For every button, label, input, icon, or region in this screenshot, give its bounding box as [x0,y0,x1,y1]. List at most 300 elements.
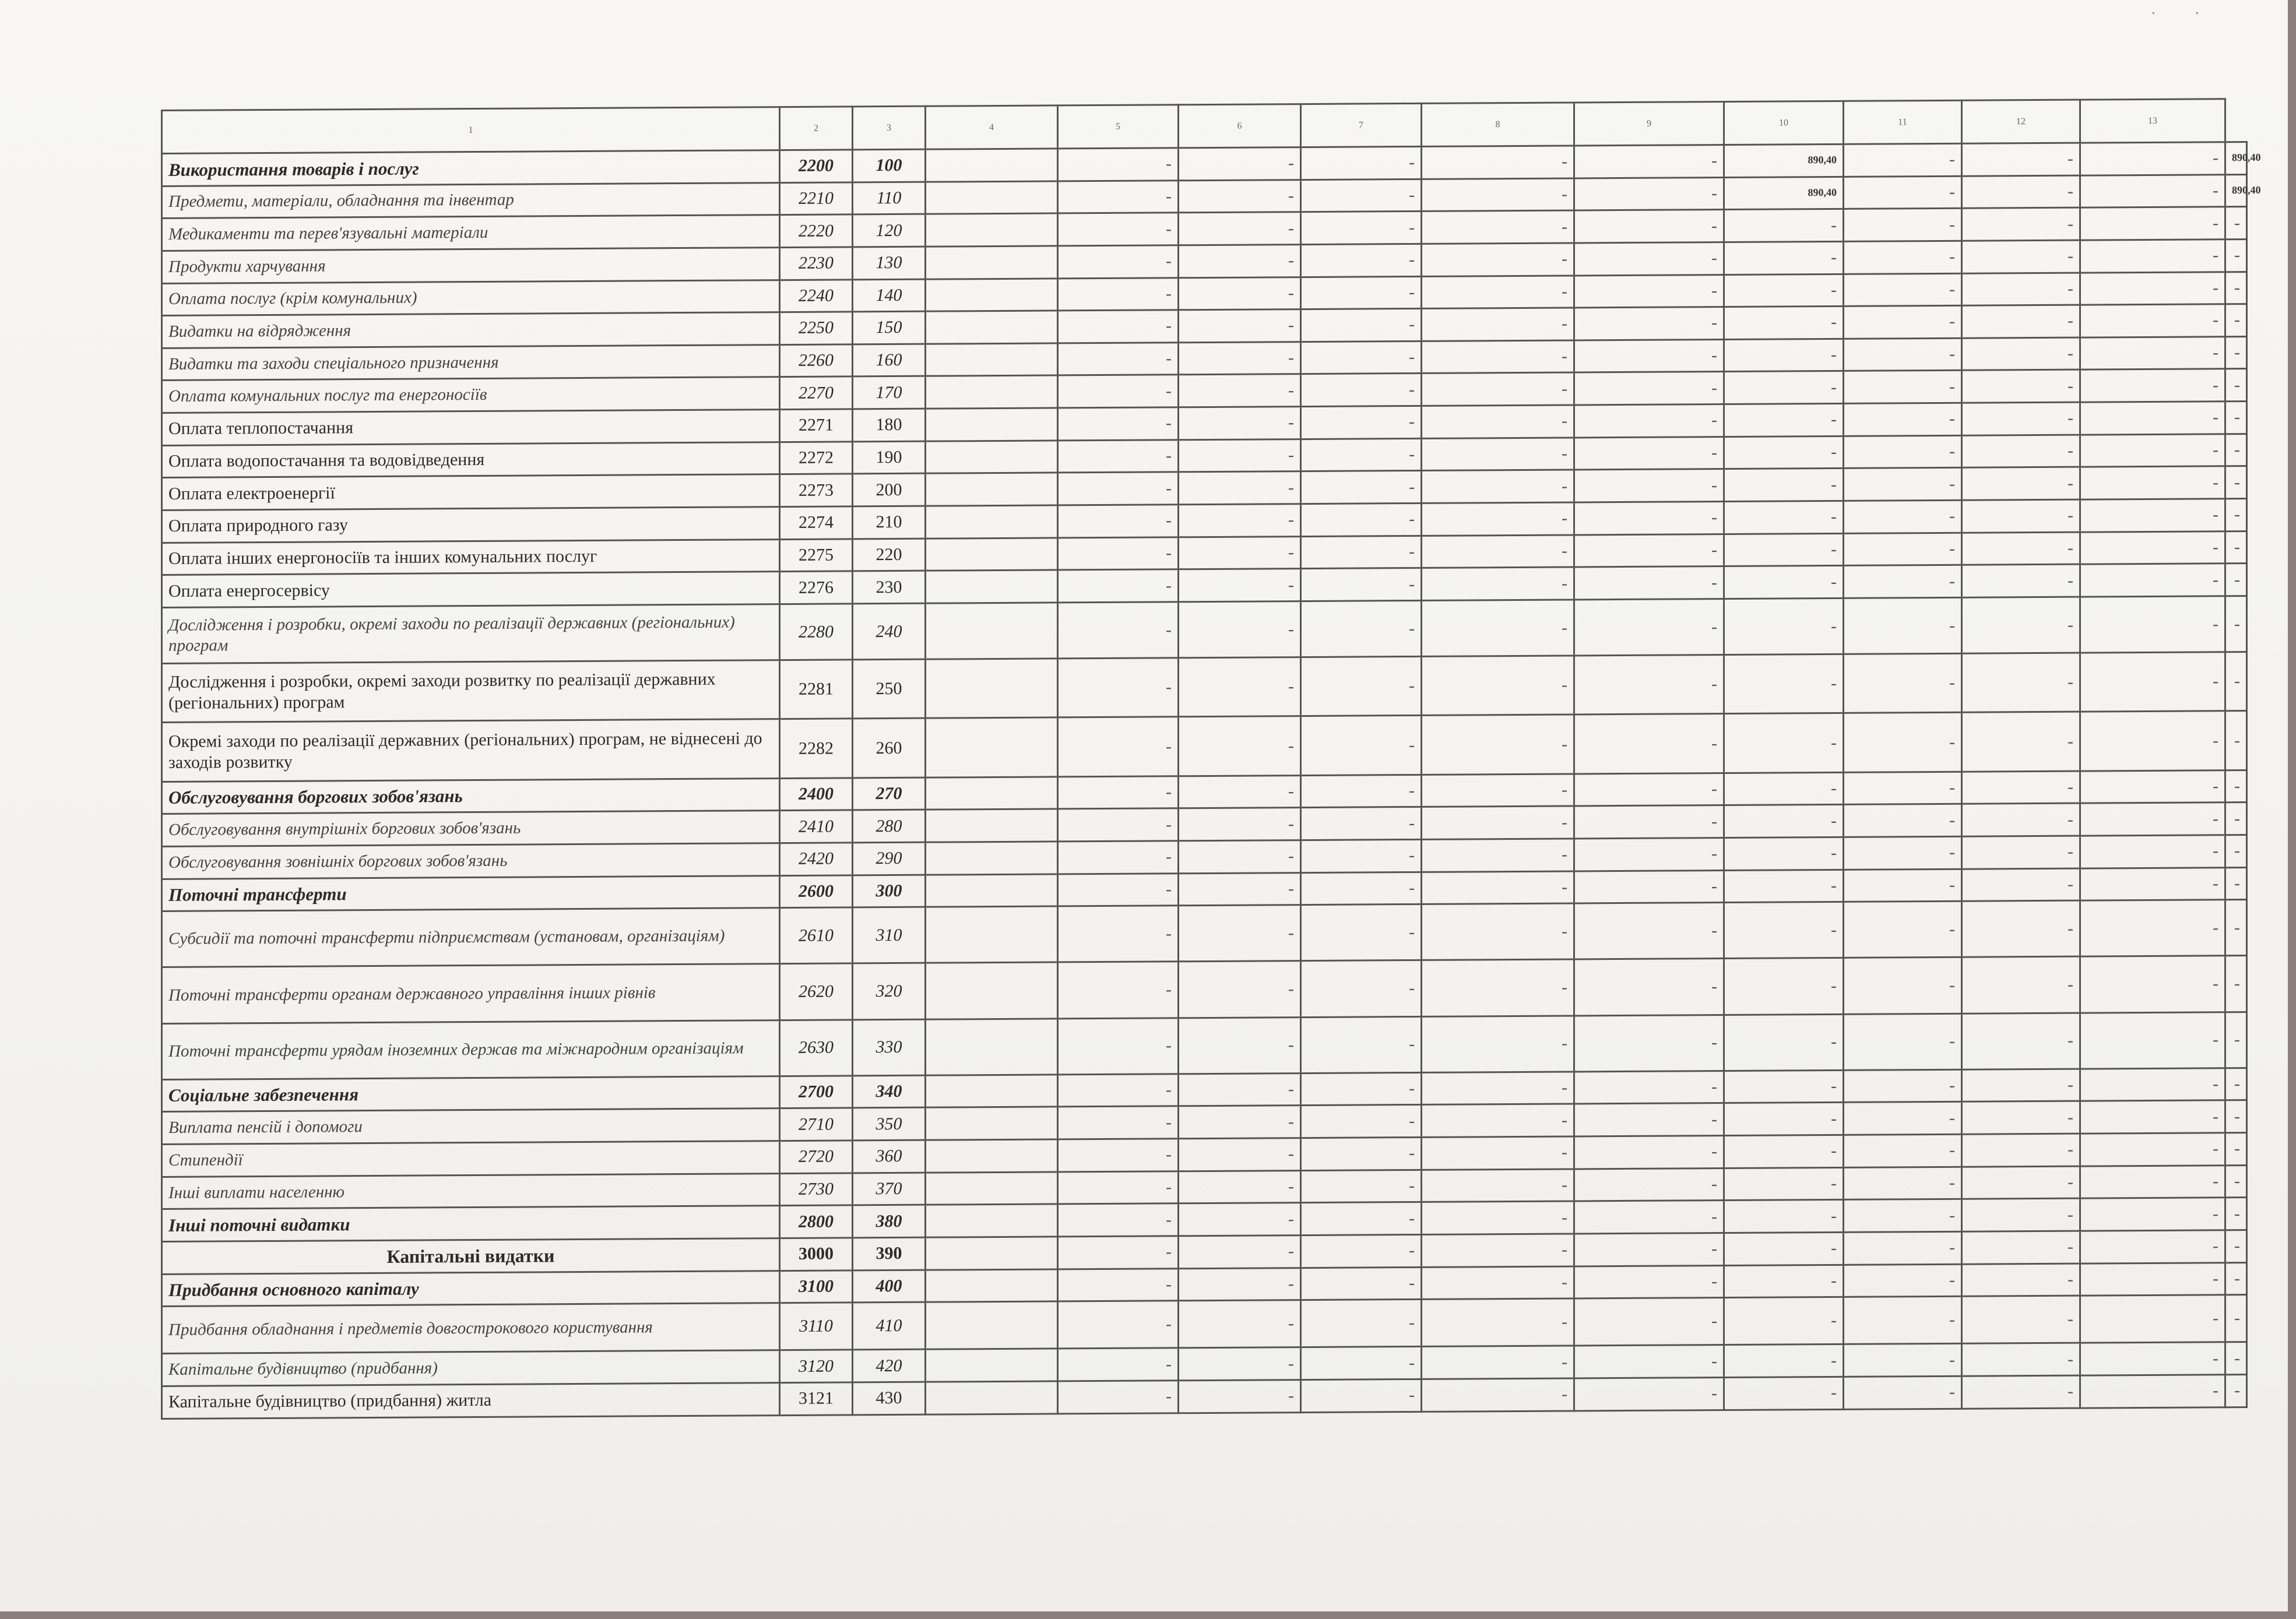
value-cell: - [1724,1103,1844,1136]
row-code: 400 [853,1270,926,1303]
value-cell: 890,40 [1724,177,1844,210]
value-cell: - [2080,770,2225,803]
value-cell: - [1422,600,1574,657]
value-cell: - [1724,339,1844,372]
value-cell: - [1179,961,1301,1018]
expenditure-name: Видатки та заходи спеціального призначення [162,344,780,381]
value-cell: - [1058,277,1179,311]
row-code: 430 [853,1382,926,1415]
value-cell: - [1724,870,1844,903]
value-cell: - [1301,536,1422,569]
value-cell [926,777,1058,810]
value-cell [926,962,1058,1019]
expenditure-name: Оплата теплопостачання [162,410,780,446]
value-cell: - [1301,1016,1422,1073]
value-cell: - [1574,903,1724,960]
value-cell: - [1422,839,1574,872]
value-cell: - [1422,470,1574,503]
value-cell: - [1574,372,1724,405]
expenditure-name: Капітальне будівництво (придбання) [162,1350,780,1386]
value-cell [926,149,1058,182]
value-cell: - [1058,776,1179,809]
value-cell: - [2225,369,2247,402]
value-cell [926,278,1058,311]
value-cell: - [1574,959,1724,1016]
value-cell: - [2080,207,2225,240]
value-cell: - [1179,1300,1301,1348]
value-cell: - [1301,960,1422,1017]
value-cell: - [1962,499,2080,533]
expenditure-name: Капітальні видатки [162,1238,780,1275]
value-cell: - [1301,775,1422,808]
value-cell [926,1349,1058,1382]
value-cell: - [1179,1073,1301,1106]
value-cell: - [1724,1014,1844,1071]
table-row [162,711,2247,782]
value-cell: - [1179,601,1301,658]
column-number: 9 [1574,102,1724,146]
value-cell: - [1422,871,1574,904]
value-cell: - [1844,143,1962,177]
value-cell: - [1962,435,2080,468]
value-cell: - [1962,207,2080,241]
value-cell: - [1844,1134,1962,1167]
expenditure-name: Придбання обладнання і предметів довгострокового користування [162,1303,780,1354]
value-cell: - [1058,808,1179,842]
value-cell: - [1058,148,1179,181]
value-cell: - [1962,143,2080,176]
value-cell: - [1574,274,1724,308]
row-code: 130 [853,247,926,279]
value-cell: - [2080,174,2225,207]
value-cell: - [1574,1377,1724,1410]
kekv-code: 3120 [780,1350,853,1382]
value-cell: - [1844,1013,1962,1070]
expenditure-name: Оплата інших енергоносіїв та інших комунальних послуг [162,539,780,575]
value-cell: - [1844,653,1962,713]
column-number: 4 [926,105,1058,149]
value-cell: - [1422,308,1574,341]
value-cell: - [1179,775,1301,808]
value-cell: - [1844,500,1962,533]
value-cell: - [1179,342,1301,375]
value-cell: - [2225,803,2247,835]
value-cell [926,1075,1058,1108]
value-cell: - [1574,469,1724,502]
value-cell [926,441,1058,474]
value-cell: - [1962,1296,2080,1343]
value-cell: - [1962,1375,2080,1409]
value-cell [926,1204,1058,1237]
column-number: 8 [1422,103,1574,146]
expenditure-name: Дослідження і розробки, окремі заходи по реалізації державних (регіональних) програм [162,604,780,664]
value-cell: - [2225,1133,2247,1166]
value-cell: - [2080,369,2225,402]
value-cell: - [2080,867,2225,900]
value-cell: - [1574,1201,1724,1234]
value-cell: - [1844,1264,1962,1297]
row-code: 420 [853,1349,926,1382]
value-cell [926,659,1058,718]
value-cell [926,906,1058,963]
value-cell: - [2225,652,2247,711]
value-cell [926,375,1058,409]
value-cell: - [1574,404,1724,438]
value-cell: - [1574,1136,1724,1169]
column-number: 7 [1301,103,1422,147]
value-cell: - [2225,564,2247,596]
value-cell: - [1179,872,1301,906]
value-cell: - [2080,499,2225,532]
value-cell: - [1301,1202,1422,1236]
expenditure-name: Оплата енергосервісу [162,572,780,608]
kekv-code: 2630 [780,1019,853,1076]
row-code: 310 [853,907,926,963]
value-cell: - [1179,808,1301,841]
row-code: 140 [853,279,926,312]
value-cell: - [1179,212,1301,245]
value-cell: - [1844,1069,1962,1103]
value-cell: - [1179,840,1301,874]
row-code: 330 [853,1019,926,1076]
value-cell: - [1724,436,1844,469]
value-cell: - [1301,212,1422,245]
value-cell: - [1844,468,1962,501]
value-cell: - [1179,504,1301,537]
row-code: 180 [853,409,926,441]
kekv-code: 2800 [780,1205,853,1238]
value-cell [926,717,1058,777]
value-cell: - [1058,310,1179,343]
value-cell: - [1724,598,1844,654]
kekv-code: 2271 [780,409,853,442]
value-cell: - [1574,502,1724,535]
value-cell: - [1301,146,1422,180]
value-cell: - [1422,1169,1574,1202]
value-cell: - [1844,371,1962,404]
value-cell: - [1724,533,1844,566]
value-cell: - [1301,179,1422,212]
value-cell: - [1179,1347,1301,1381]
value-cell: - [1724,371,1844,404]
kekv-code: 2273 [780,474,853,506]
value-cell: - [1962,771,2080,804]
value-cell: - [2225,272,2247,304]
row-code: 250 [853,659,926,719]
row-code: 120 [853,214,926,247]
value-cell: - [1422,1104,1574,1137]
value-cell [926,181,1058,214]
value-cell: - [1962,1069,2080,1102]
value-cell: - [1962,1343,2080,1376]
value-cell: - [1724,1232,1844,1265]
value-cell: - [1574,1015,1724,1072]
value-cell: - [1844,804,1962,837]
value-cell: - [1422,438,1574,471]
value-cell: - [1574,242,1724,275]
value-cell: - [1844,869,1962,902]
value-cell [926,570,1058,603]
table-body [162,99,2261,1419]
value-cell: - [1724,837,1844,870]
expenditure-name: Оплата електроенергії [162,474,780,511]
value-cell: - [1422,1136,1574,1170]
value-cell: - [1058,1074,1179,1107]
kekv-code: 2730 [780,1173,853,1206]
value-cell: - [1724,501,1844,534]
value-cell: - [2225,835,2247,867]
value-cell: - [1962,1013,2080,1069]
row-code: 240 [853,603,926,660]
value-cell: - [2225,711,2247,770]
value-cell [926,842,1058,875]
value-cell: - [1962,1134,2080,1167]
value-cell: - [1422,806,1574,839]
value-cell: - [2225,770,2247,803]
column-number: 2 [780,107,853,150]
value-cell: - [2225,402,2247,434]
value-cell [926,343,1058,376]
column-number: 5 [1058,105,1179,149]
value-cell: - [1058,1301,1179,1349]
value-cell: - [2080,272,2225,305]
value-cell: - [1724,1297,1844,1345]
value-cell: - [1301,904,1422,961]
value-cell: - [2080,434,2225,467]
value-cell: - [1301,504,1422,537]
value-cell: - [1422,1266,1574,1300]
value-cell: - [1962,957,2080,1013]
kekv-code: 3110 [780,1303,853,1350]
value-cell: - [1301,1267,1422,1300]
value-cell: - [2225,466,2247,499]
kekv-code: 2710 [780,1108,853,1141]
kekv-code: 3100 [780,1270,853,1303]
value-cell: - [1179,536,1301,569]
value-cell: - [2225,434,2247,466]
value-cell: - [2080,337,2225,370]
kekv-code: 3000 [780,1238,853,1270]
expenditure-name: Окремі заходи по реалізації державних (регіональних) програм, не віднесені до заходів розвитку [162,719,780,782]
value-cell: - [1422,1201,1574,1234]
value-cell: - [1422,243,1574,276]
kekv-code: 2230 [780,247,853,280]
value-cell: - [1422,210,1574,244]
kekv-code: 2400 [780,777,853,810]
value-cell [926,473,1058,506]
value-cell: - [1422,372,1574,406]
expenditure-name: Видатки на відрядження [162,312,780,349]
value-cell: - [2080,1133,2225,1166]
expenditure-name: Інші поточні видатки [162,1206,780,1242]
expenditure-name: Виплата пенсій і допомоги [162,1108,780,1145]
value-cell: - [1962,532,2080,565]
value-cell: - [1574,145,1724,178]
value-cell: - [1844,1297,1962,1345]
kekv-code: 2220 [780,214,853,247]
expenditure-name: Соціальне забезпечення [162,1076,780,1112]
row-code: 260 [853,719,926,778]
value-cell: - [1962,653,2080,712]
value-cell: - [1058,1106,1179,1139]
value-cell: - [1724,307,1844,340]
value-cell [926,246,1058,279]
table-row [162,652,2247,723]
value-cell: - [1574,714,1724,774]
value-cell: - [2080,1262,2225,1296]
value-cell: - [1724,274,1844,307]
value-cell: - [2080,711,2225,771]
value-cell: - [1962,305,2080,338]
value-cell: - [1844,958,1962,1014]
value-cell: - [1844,1376,1962,1409]
value-cell: - [1058,213,1179,246]
value-cell: - [2225,1165,2247,1198]
kekv-code: 2272 [780,442,853,474]
value-cell: - [2225,531,2247,564]
value-cell: - [1058,343,1179,376]
value-cell: - [2225,207,2247,240]
value-cell: - [1574,655,1724,715]
value-cell: - [1844,597,1962,654]
row-code: 100 [853,149,926,182]
value-cell: - [1724,1167,1844,1201]
value-cell: - [1962,337,2080,371]
value-cell [926,603,1058,659]
value-cell: - [1179,1268,1301,1301]
value-cell: - [2080,402,2225,435]
value-cell: - [2080,596,2225,653]
expenditure-name: Обслуговування зовнішніх боргових зобов'язань [162,843,780,879]
value-cell: - [2225,1342,2247,1375]
value-cell: - [1179,569,1301,602]
value-cell: - [1422,567,1574,600]
value-cell: - [2225,1262,2247,1295]
row-code: 380 [853,1205,926,1238]
row-code: 370 [853,1173,926,1205]
value-cell: - [1422,1234,1574,1267]
value-cell [926,505,1058,539]
kekv-code: 2700 [780,1076,853,1108]
value-cell: - [1179,407,1301,440]
expenditure-name: Продукти харчування [162,247,780,283]
row-code: 360 [853,1140,926,1173]
value-cell: - [1574,339,1724,372]
value-cell: - [1179,439,1301,472]
value-cell: - [2225,1068,2247,1100]
value-cell: - [2080,1100,2225,1134]
value-cell: - [1962,402,2080,435]
row-code: 230 [853,571,926,604]
value-cell: - [1574,177,1724,210]
value-cell: - [1301,1105,1422,1138]
value-cell: - [1724,1377,1844,1410]
value-cell [926,408,1058,441]
value-cell: - [1962,803,2080,836]
expenditure-name: Стипендії [162,1141,780,1177]
row-code: 200 [853,474,926,506]
row-code: 280 [853,810,926,842]
value-cell: - [1179,1170,1301,1203]
value-cell: - [1574,837,1724,871]
value-cell: - [1724,1200,1844,1233]
row-code: 170 [853,376,926,409]
value-cell: - [1301,276,1422,309]
value-cell: - [1179,1017,1301,1074]
expenditure-name: Обслуговування боргових зобов'язань [162,778,780,814]
value-cell: - [1058,873,1179,906]
value-cell: - [1724,805,1844,838]
value-cell: - [2080,142,2225,175]
value-cell: - [1422,903,1574,960]
value-cell: - [1574,566,1724,600]
value-cell: - [2080,564,2225,597]
value-cell: - [1962,1263,2080,1297]
value-cell: - [1422,178,1574,211]
value-cell: - [1844,403,1962,436]
value-cell: - [2080,835,2225,868]
expenditure-name: Поточні трансферти [162,875,780,911]
value-cell: - [1058,658,1179,717]
value-cell: 890,40 [1724,144,1844,177]
value-cell: - [1724,566,1844,599]
value-cell: - [1301,1234,1422,1268]
value-cell: - [1962,467,2080,501]
kekv-code: 2274 [780,506,853,539]
row-code: 110 [853,182,926,214]
value-cell: - [1724,902,1844,959]
value-cell: - [1422,1016,1574,1073]
value-cell: - [1058,1381,1179,1414]
value-cell: - [2225,956,2247,1012]
value-cell: - [1301,438,1422,471]
value-cell: - [2080,1165,2225,1198]
value-cell: - [1962,1166,2080,1199]
expenditure-name: Оплата водопостачання та водовідведення [162,442,780,478]
kekv-code: 2420 [780,843,853,875]
kekv-code: 2210 [780,182,853,214]
row-code: 270 [853,777,926,810]
row-code: 300 [853,875,926,907]
value-cell [926,1381,1058,1414]
value-cell: - [1724,713,1844,773]
value-cell: - [1058,962,1179,1018]
value-cell: - [1844,533,1962,566]
value-cell: - [1844,176,1962,209]
value-cell [926,213,1058,247]
column-number: 1 [162,107,780,154]
kekv-code: 2200 [780,150,853,182]
value-cell: - [1179,905,1301,962]
value-cell [926,1172,1058,1205]
value-cell: - [1058,717,1179,776]
value-cell: - [2080,1012,2225,1069]
value-cell: - [1058,1018,1179,1074]
value-cell: - [1422,502,1574,536]
value-cell: - [1301,716,1422,775]
value-cell: - [1179,1236,1301,1269]
expenditure-name: Капітальне будівництво (придбання) житла [162,1383,780,1419]
value-cell: - [1058,602,1179,659]
expenditure-name: Використання товарів і послуг [162,150,780,186]
value-cell: - [2080,900,2225,957]
value-cell: - [1179,309,1301,343]
value-cell: - [1058,375,1179,408]
value-cell: - [1422,146,1574,179]
value-cell: - [1058,1203,1179,1237]
value-cell [926,1107,1058,1140]
kekv-code: 2260 [780,344,853,377]
